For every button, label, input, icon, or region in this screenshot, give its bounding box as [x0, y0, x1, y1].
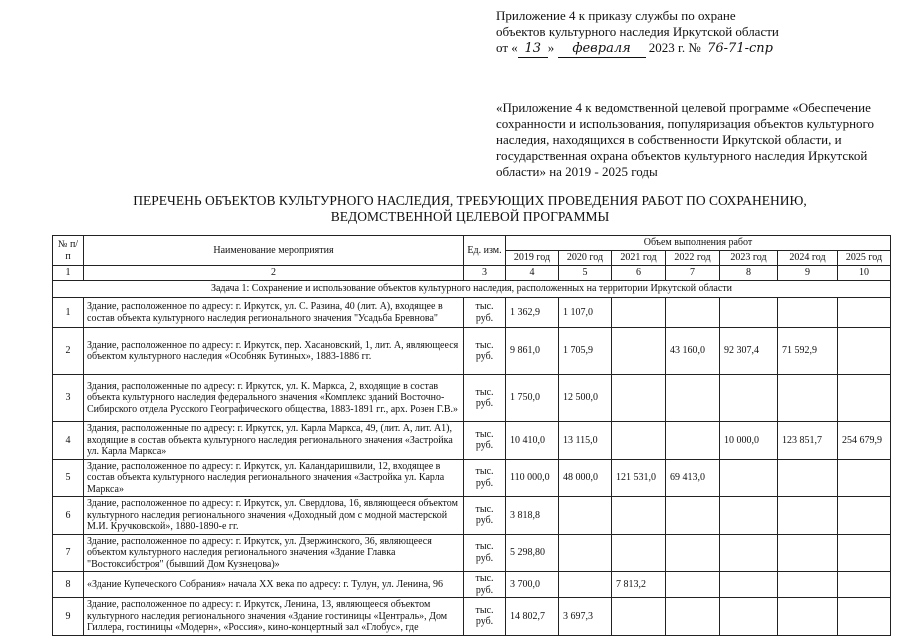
- row-unit: тыс. руб.: [464, 375, 506, 422]
- column-index: 9: [778, 266, 838, 281]
- row-value: 69 413,0: [666, 459, 720, 497]
- row-value: 9 861,0: [506, 328, 559, 375]
- row-number: 4: [53, 422, 84, 460]
- table-row: [53, 422, 891, 460]
- year-header: 2021 год: [612, 251, 666, 266]
- program-reference: «Приложение 4 к ведомственной целевой программе «Обеспечение сохранности и использования, популяризация объектов культурного наследия, находящихся в собственности Иркутской области, и государственная охрана объектов культурного наследия Иркутской области» на 2019 - 2025 годы: [496, 100, 875, 179]
- year-header: 2024 год: [778, 251, 838, 266]
- row-value: 48 000,0: [559, 459, 612, 497]
- table-row: [53, 298, 891, 328]
- row-name: Здание, расположенное по адресу: г. Иркутск, пер. Хасановский, 1, лит. А, являющееся объектом культурного наследия «Особняк Бутиных», 1883-1886 гг.: [84, 328, 464, 375]
- table-row: [53, 497, 891, 535]
- row-value: [559, 534, 612, 572]
- row-number: 9: [53, 598, 84, 636]
- row-value: [778, 375, 838, 422]
- row-value: 1 362,9: [506, 298, 559, 328]
- row-value: 254 679,9: [838, 422, 891, 460]
- task-row: Задача 1: Сохранение и использование объектов культурного наследия, расположенных на территории Иркутской области: [53, 281, 891, 298]
- row-name: Здание, расположенное по адресу: г. Иркутск, Ленина, 13, являющееся объектом культурного наследия регионального значения «Здание гостиницы «Централь», Дом Гиллера, гостиницы «Модерн», «Россия», кино-концертный зал «Глобус», где: [84, 598, 464, 636]
- row-value: [612, 497, 666, 535]
- title-line2: ВЕДОМСТВЕННОЙ ЦЕЛЕВОЙ ПРОГРАММЫ: [330, 209, 610, 224]
- row-value: [778, 497, 838, 535]
- row-value: [612, 328, 666, 375]
- row-value: [838, 328, 891, 375]
- row-name: «Здание Купеческого Собрания» начала XX века по адресу: г. Тулун, ул. Ленина, 96: [84, 572, 464, 598]
- row-value: [838, 534, 891, 572]
- order-header-line1: Приложение 4 к приказу службы по охране: [496, 8, 736, 23]
- row-value: [612, 298, 666, 328]
- handwritten-order-number: 76-71-спр: [707, 41, 773, 56]
- row-value: 43 160,0: [666, 328, 720, 375]
- row-value: [559, 572, 612, 598]
- row-value: [720, 572, 778, 598]
- column-index: 10: [838, 266, 891, 281]
- row-value: 3 700,0: [506, 572, 559, 598]
- row-value: [778, 598, 838, 636]
- row-name: Здание, расположенное по адресу: г. Иркутск, ул. Дзержинского, 36, являющееся объектом культурного наследия регионального значения «Здание Главка "Востоксибстроя" (бывший Дом Кузнецова)»: [84, 534, 464, 572]
- table-row: [53, 459, 891, 497]
- column-index: 4: [506, 266, 559, 281]
- column-index: 3: [464, 266, 506, 281]
- row-unit: тыс. руб.: [464, 534, 506, 572]
- row-value: 13 115,0: [559, 422, 612, 460]
- row-value: 1 705,9: [559, 328, 612, 375]
- row-name: Здания, расположенные по адресу: г. Иркутск, ул. К. Маркса, 2, входящие в состав объекта культурного наследия федерального значения «Комплекс зданий Восточно-Сибирского отдела Русского Географического общества, 1883-1891 гг., арх. Розен Г.В.»: [84, 375, 464, 422]
- row-name: Здание, расположенное по адресу: г. Иркутск, ул. С. Разина, 40 (лит. А), входящее в состав объекта культурного наследия регионального значения "Усадьба Бревнова": [84, 298, 464, 328]
- row-value: 71 592,9: [778, 328, 838, 375]
- year-header: 2020 год: [559, 251, 612, 266]
- row-unit: тыс. руб.: [464, 298, 506, 328]
- row-value: [720, 375, 778, 422]
- row-value: [612, 422, 666, 460]
- row-name: Здания, расположенные по адресу: г. Иркутск, ул. Карла Маркса, 49, (лит. А, лит. А1), входящие в состав объекта культурного наследия регионального значения «Застройка ул. Карла Маркса»: [84, 422, 464, 460]
- row-value: [666, 572, 720, 598]
- row-number: 3: [53, 375, 84, 422]
- row-value: [666, 497, 720, 535]
- date-quote: »: [547, 40, 555, 55]
- year-header: 2025 год: [838, 251, 891, 266]
- row-unit: тыс. руб.: [464, 422, 506, 460]
- order-header-line3: [496, 40, 896, 58]
- column-index: 8: [720, 266, 778, 281]
- row-value: 10 000,0: [720, 422, 778, 460]
- row-number: 8: [53, 572, 84, 598]
- row-value: [720, 598, 778, 636]
- row-number: 6: [53, 497, 84, 535]
- row-value: [720, 534, 778, 572]
- row-unit: тыс. руб.: [464, 598, 506, 636]
- column-index: 1: [53, 266, 84, 281]
- row-value: [666, 375, 720, 422]
- date-prefix: от «: [496, 40, 518, 55]
- order-header-line2: объектов культурного наследия Иркутской области: [496, 24, 779, 39]
- row-value: [778, 534, 838, 572]
- row-unit: тыс. руб.: [464, 497, 506, 535]
- row-value: [612, 598, 666, 636]
- row-value: [838, 598, 891, 636]
- row-value: [720, 298, 778, 328]
- table-row: [53, 598, 891, 636]
- row-unit: тыс. руб.: [464, 459, 506, 497]
- row-value: [838, 298, 891, 328]
- header-num: № п/п: [53, 236, 84, 266]
- row-value: [778, 572, 838, 598]
- row-number: 1: [53, 298, 84, 328]
- column-index: 2: [84, 266, 464, 281]
- row-value: [666, 298, 720, 328]
- row-value: [838, 459, 891, 497]
- header-unit: Ед. изм.: [464, 236, 506, 266]
- row-value: 1 107,0: [559, 298, 612, 328]
- row-name: Здание, расположенное по адресу: г. Иркутск, ул. Каландаришвили, 12, входящее в состав объекта культурного наследия регионального значения «Застройка ул. Карла Маркса»: [84, 459, 464, 497]
- row-value: [666, 534, 720, 572]
- year-header: 2023 год: [720, 251, 778, 266]
- row-value: 123 851,7: [778, 422, 838, 460]
- row-value: [838, 375, 891, 422]
- handwritten-day: 13: [518, 41, 548, 58]
- row-value: [612, 534, 666, 572]
- row-value: [612, 375, 666, 422]
- column-index-row: [53, 266, 891, 281]
- row-value: [720, 459, 778, 497]
- row-unit: тыс. руб.: [464, 328, 506, 375]
- row-value: [666, 422, 720, 460]
- year-header: 2019 год: [506, 251, 559, 266]
- row-value: 10 410,0: [506, 422, 559, 460]
- document-title: [40, 193, 900, 225]
- works-table: [52, 235, 891, 636]
- row-value: 12 500,0: [559, 375, 612, 422]
- year-header: 2022 год: [666, 251, 720, 266]
- row-value: [666, 598, 720, 636]
- row-value: [838, 572, 891, 598]
- row-value: [778, 459, 838, 497]
- table-row: [53, 534, 891, 572]
- table-row: [53, 375, 891, 422]
- header-name: Наименование мероприятия: [84, 236, 464, 266]
- row-number: 7: [53, 534, 84, 572]
- order-header: [496, 8, 896, 58]
- row-value: 3 818,8: [506, 497, 559, 535]
- row-value: 7 813,2: [612, 572, 666, 598]
- row-value: 121 531,0: [612, 459, 666, 497]
- row-value: 3 697,3: [559, 598, 612, 636]
- handwritten-month: февраля: [558, 41, 646, 58]
- title-line1: ПЕРЕЧЕНЬ ОБЪЕКТОВ КУЛЬТУРНОГО НАСЛЕДИЯ, ТРЕБУЮЩИХ ПРОВЕДЕНИЯ РАБОТ ПО СОХРАНЕНИЮ,: [133, 193, 807, 208]
- row-value: [778, 298, 838, 328]
- header-volume: Объем выполнения работ: [506, 236, 891, 251]
- column-index: 6: [612, 266, 666, 281]
- order-year: 2023 г. №: [648, 40, 701, 55]
- row-value: 110 000,0: [506, 459, 559, 497]
- table-row: [53, 328, 891, 375]
- row-value: [559, 497, 612, 535]
- row-value: 14 802,7: [506, 598, 559, 636]
- column-index: 5: [559, 266, 612, 281]
- row-value: 5 298,80: [506, 534, 559, 572]
- row-value: 1 750,0: [506, 375, 559, 422]
- column-index: 7: [666, 266, 720, 281]
- table-row: [53, 572, 891, 598]
- row-value: [838, 497, 891, 535]
- row-number: 2: [53, 328, 84, 375]
- row-value: 92 307,4: [720, 328, 778, 375]
- row-number: 5: [53, 459, 84, 497]
- row-value: [720, 497, 778, 535]
- row-unit: тыс. руб.: [464, 572, 506, 598]
- row-name: Здание, расположенное по адресу: г. Иркутск, ул. Свердлова, 16, являющееся объектом культурного наследия регионального значения «Доходный дом с модной мастерской М.И. Кручковской», 1880-1890-е гг.: [84, 497, 464, 535]
